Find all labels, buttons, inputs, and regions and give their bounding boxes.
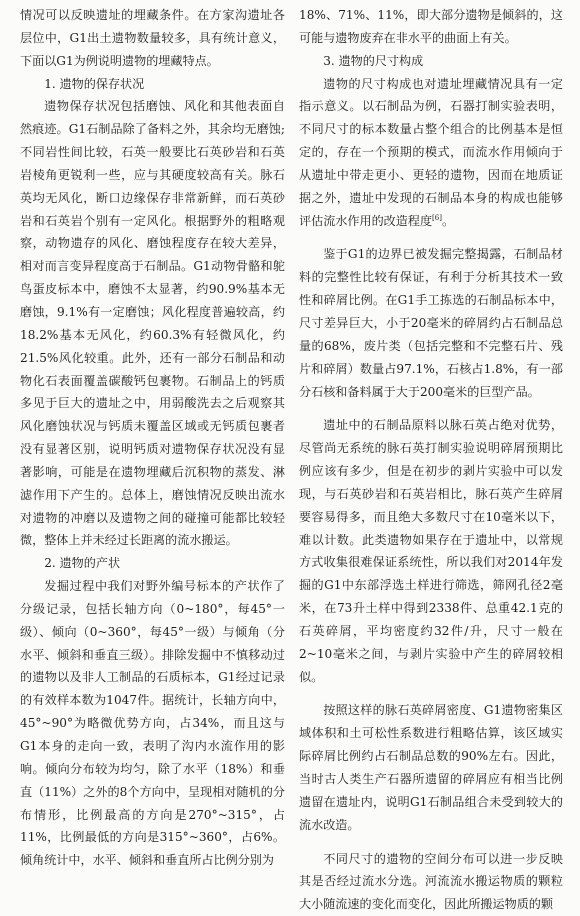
paragraph-orientation-continued: 18%、71%、11%，即大部分遗物是倾斜的，这可能与遗物废弃在非水平的曲面上有关。 <box>299 8 563 45</box>
paragraph-size-composition <box>299 73 563 233</box>
paragraph-size-composition-text: 遗物的尺寸构成也对遗址埋藏情况具有一定指示意义。以石制品为例，石器打制实验表明，不同尺寸的标本数量占整个组合的比例基本是恒定的，存在一个预期的模式，而流水作用倾向于从遗址中带走更小、更轻的遗物，因而在地质证据之外，遗址中发现的石制品本身的构成也能够评估流水作用的改造程度 <box>299 76 563 228</box>
section-heading-preservation: 1. 遗物的保存状况 <box>44 76 145 91</box>
paragraph-quartz-debris: 遗址中的石制品原料以脉石英占绝对优势，尽管尚无系统的脉石英打制实验说明碎屑预期比例应该有多少，但是在初步的剥片实验中可以发现，与石英砂岩和石英岩相比，脉石英产生碎屑要容易得多，而且绝大多数尺寸在10毫米以下，难以计数。此类遗物如果存在于遗址中，以常规方式收集很难保证系统性，所以我们对2014年发掘的G1中东部浮选土样进行筛选，筛网孔径2毫米，在73升土样中得到2338件、总重42.1克的石英碎屑，平均密度约32件/升，尺寸一般在2~10毫米之间，与剥片实验中产生的碎屑较相似。 <box>299 418 563 684</box>
section-heading-orientation: 2. 遗物的产状 <box>44 556 121 571</box>
paragraph-spatial-distribution: 不同尺寸的遗物的空间分布可以进一步反映其是否经过流水分选。河流流水搬运物质的颗粒大小随流速的变化而变化，因此所搬运物质的颗 <box>299 851 563 912</box>
paragraph-g1-lithics: 鉴于G1的边界已被发掘完整揭露，石制品材料的完整性比较有保证，有利于分析其技术一致性和碎屑比例。在G1手工拣选的石制品标本中，尺寸差异巨大，小于20毫米的碎屑约占石制品总量的68%，废片类（包括完整和不完整石片、残片和碎屑）数量占97.1%，石核占1.8%，有一部分石核和备料属于大于200毫米的巨型产品。 <box>299 247 563 399</box>
paragraph-intro: 情况可以反映遗址的埋藏条件。在方家沟遗址各层位中，G1出土遗物数量较多，具有统计意义，下面以G1为例说明遗物的埋藏特点。 <box>20 8 285 68</box>
paragraph-debris-estimate: 按照这样的脉石英碎屑密度、G1遗物密集区域体积和土可松性系数进行粗略估算，该区域实际碎屑比例约占石制品总数的90%左右。因此，当时古人类生产石器所遗留的碎屑应有相当比例遗留在遗址内，说明G1石制品组合未受到较大的流水改造。 <box>299 703 563 832</box>
right-column <box>299 4 563 916</box>
citation-reference: [6] <box>432 213 442 222</box>
paragraph-size-composition-end: 。 <box>441 213 455 228</box>
paragraph-preservation: 遗物保存状况包括磨蚀、风化和其他表面自然痕迹。G1石制品除了备料之外，其余均无磨蚀;不同岩性间比较，石英一般要比石英砂岩和石英岩棱角更锐利一些，应与其硬度较高有关。脉石英均无风化，断口边缘保存非常新鲜，而石英砂岩和石英岩个别有一定风化。根据野外的粗略观察，动物遗存的风化、磨蚀程度存在较大差异，相对而言变异程度高于石制品。G1动物骨骼和鸵鸟蛋皮标本中，磨蚀不太显著，约90.9%基本无磨蚀，9.1%有一定磨蚀；风化程度普遍较高，约18.2%基本无风化，约60.3%有轻微风化，约21.5%风化较重。此外，还有一部分石制品和动物化石表面覆盖碳酸钙包裹物。石制品上的钙质多见于巨大的遗址之中，用弱酸洗去之后观察其风化磨蚀状况与钙质未覆盖区域或无钙质包裹者没有显著区别，说明钙质对遗物保存状况没有显著影响，可能是在遗物埋藏后沉积物的蒸发、淋滤作用下产生的。总体上，磨蚀情况反映出流水对遗物的冲磨以及遗物之间的碰撞可能都比较轻微，整体上并未经过长距离的流水搬运。 <box>20 99 285 548</box>
section-heading-size-composition: 3. 遗物的尺寸构成 <box>323 53 424 68</box>
paragraph-orientation: 发掘过程中我们对野外编号标本的产状作了分级记录，包括长轴方向（0~180°，每45°一级）、倾向（0~360°，每45°一级）与倾角（分水平、倾斜和垂直三级）。排除发掘中不慎移动过的遗物以及非人工制品的石质标本，G1经过记录的有效样本数为1047件。据统计，长轴方向中，45°~90°为略微优势方向，占34%，而且这与G1本身的走向一致，表明了沟内水流作用的影响。倾向分布较为均匀，除了水平（18%）和垂直（11%）之外的8个方向中，呈现相对随机的分布情形，比例最高的方向是270°~315°，占11%，比例最低的方向是315°~360°，占6%。倾角统计中，水平、倾斜和垂直所占比例分别为 <box>20 579 285 868</box>
left-column <box>20 4 285 872</box>
